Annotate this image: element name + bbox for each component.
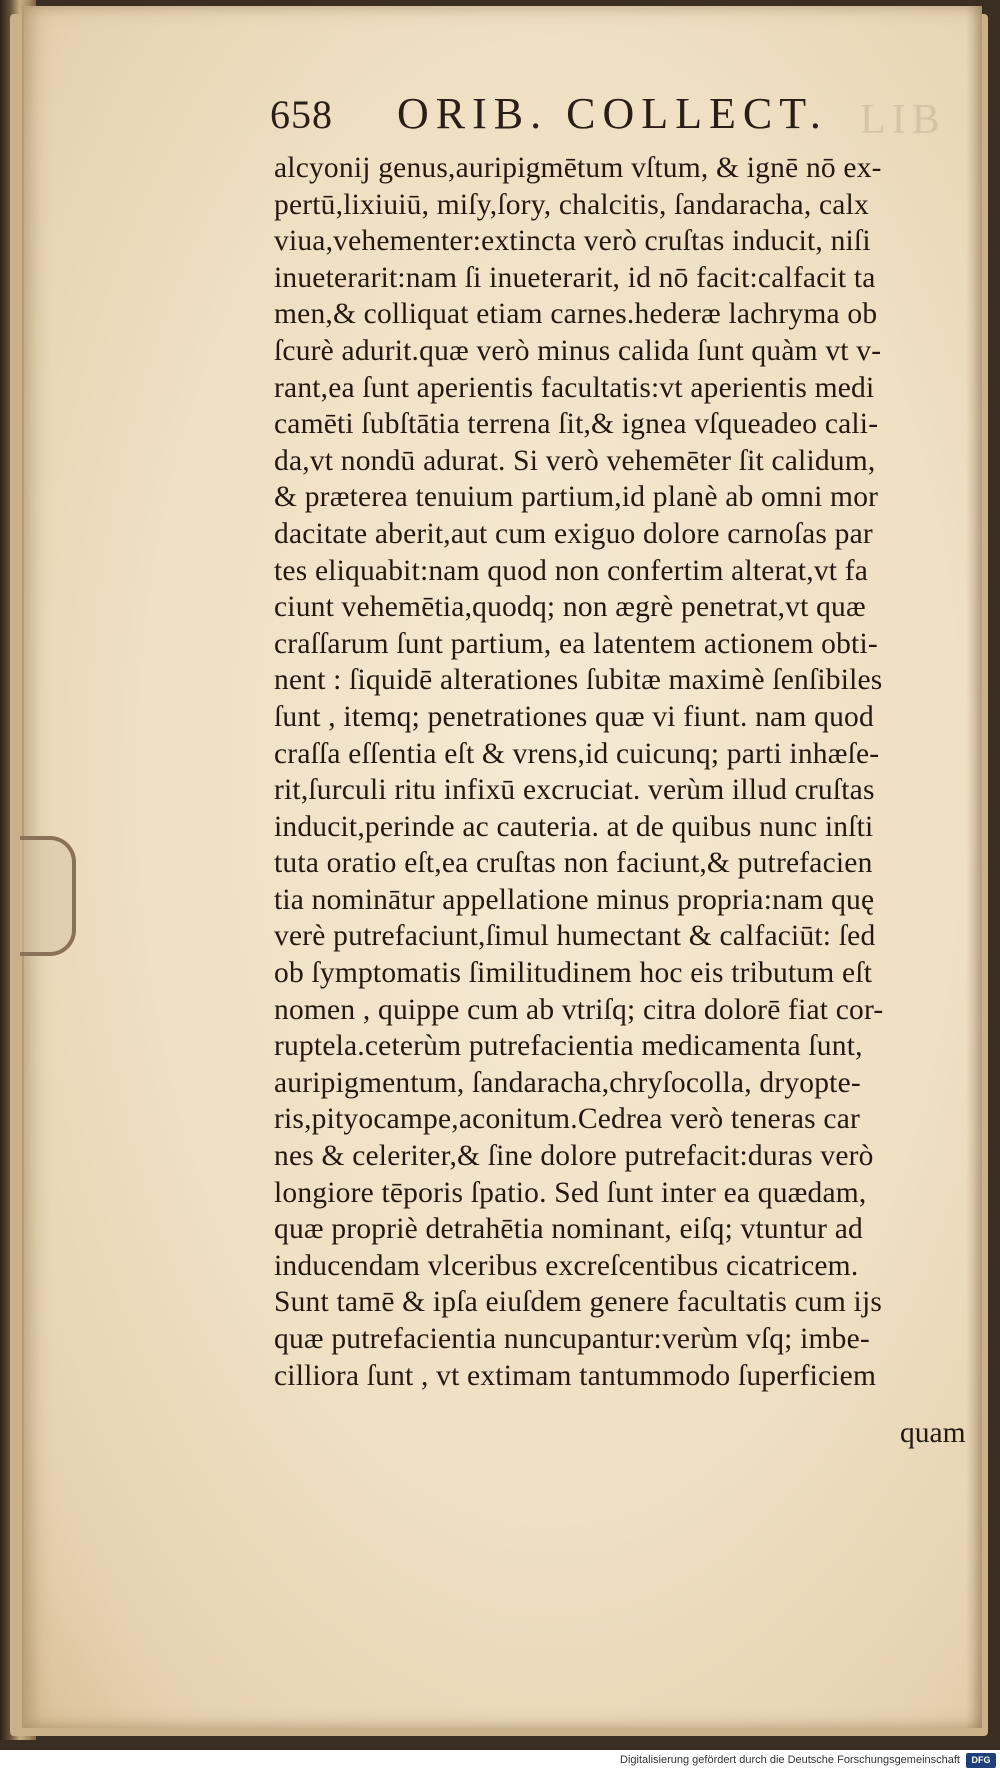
text-line: ſunt , itemq; penetrationes quæ vi fiunt. nam quod	[274, 700, 874, 733]
text-line: nomen , quippe cum ab vtriſq; citra dolorē fiat cor-	[274, 993, 884, 1026]
page-number: 658	[270, 92, 333, 137]
text-line: dacitate aberit,aut cum exiguo dolore carnoſas par	[274, 517, 873, 550]
text-line: rit,ſurculi ritu infixū excruciat. verùm illud cruſtas	[274, 774, 875, 807]
text-line: viua,vehementer:extincta verò cruſtas inducit, niſi	[274, 225, 871, 258]
show-through-title: LIB	[860, 97, 946, 143]
text-line: tes eliquabit:nam quod non confertim alterat,vt fa	[274, 554, 869, 587]
clip-mark	[20, 836, 76, 956]
text-line: tuta oratio eſt,ea cruſtas non faciunt,& putrefacien	[274, 847, 873, 880]
text-line: auripigmentum, ſandaracha,chryſocolla, dryopte-	[274, 1066, 861, 1099]
catchword: quam	[900, 1417, 966, 1449]
text-line: Sunt tamē & ipſa eiuſdem genere facultatis cum ijs	[274, 1286, 883, 1319]
text-line: ris,pityocampe,aconitum.Cedrea verò teneras car	[274, 1103, 861, 1136]
text-line: camēti ſubſtātia terrena ſit,& ignea vſqueadeo cali-	[274, 408, 879, 441]
text-line: longiore tēporis ſpatio. Sed ſunt inter ea quædam,	[274, 1176, 867, 1209]
text-line: ob ſymptomatis ſimilitudinem hoc eis tributum eſt	[274, 957, 873, 990]
text-line: alcyonij genus,auripigmētum vſtum, & ignē nō ex-	[274, 152, 882, 184]
text-line: ſcurè adurit.quæ verò minus calida ſunt quàm vt v-	[274, 334, 882, 367]
text-line: nes & celeriter,& ſine dolore putrefacit:duras verò	[274, 1140, 874, 1173]
text-line: ruptela.ceterùm putrefacientia medicamenta ſunt,	[274, 1030, 863, 1063]
text-line: inducit,perinde ac cauteria. at de quibus nunc inſti	[274, 810, 874, 843]
text-line: craſſarum ſunt partium, ea latentem actionem obti-	[274, 627, 878, 660]
running-title: ORIB. COLLECT.	[397, 89, 828, 138]
page-header	[270, 88, 910, 148]
digitization-credit: Digitalisierung gefördert durch die Deutsche Forschungsgemeinschaft	[620, 1754, 960, 1766]
main-text	[274, 150, 974, 1394]
text-line: rant,ea ſunt aperientis facultatis:vt aperientis medi	[274, 371, 875, 404]
text-line: ciunt vehemētia,quodq; non ægrè penetrat,vt quæ	[274, 591, 866, 624]
text-line: nent : ſiquidē alterationes ſubitæ maximè ſenſibiles	[274, 664, 883, 697]
text-line: men,& colliquat etiam carnes.hederæ lachryma ob	[274, 298, 878, 331]
text-line: inducendam vlceribus excreſcentibus cicatricem.	[274, 1249, 859, 1282]
footer-bar	[0, 1750, 1000, 1773]
text-line: pertū,lixiuiū, miſy,ſory, chalcitis, ſandaracha, calx	[274, 188, 869, 221]
text-line: inueterarit:nam ſi inueterarit, id nō facit:calfacit ta	[274, 261, 876, 294]
text-line: da,vt nondū adurat. Si verò vehemēter ſit calidum,	[274, 444, 876, 477]
text-line: tia nominātur appellatione minus propria:nam quę	[274, 883, 875, 916]
text-line: cilliora ſunt , vt extimam tantummodo ſuperficiem	[274, 1359, 877, 1392]
text-line: quæ propriè detrahētia nominant, eiſq; vtuntur ad	[274, 1213, 863, 1246]
text-line: & præterea tenuium partium,id planè ab omni mor	[274, 481, 879, 514]
text-line: craſſa eſſentia eſt & vrens,id cuicunq; parti inhæſe-	[274, 737, 880, 770]
text-line: verè putrefaciunt,ſimul humectant & calfaciūt: ſed	[274, 920, 876, 953]
dfg-logo-icon: DFG	[966, 1753, 996, 1768]
text-line: quæ putrefacientia nuncupantur:verùm vſq; imbe-	[274, 1323, 870, 1355]
